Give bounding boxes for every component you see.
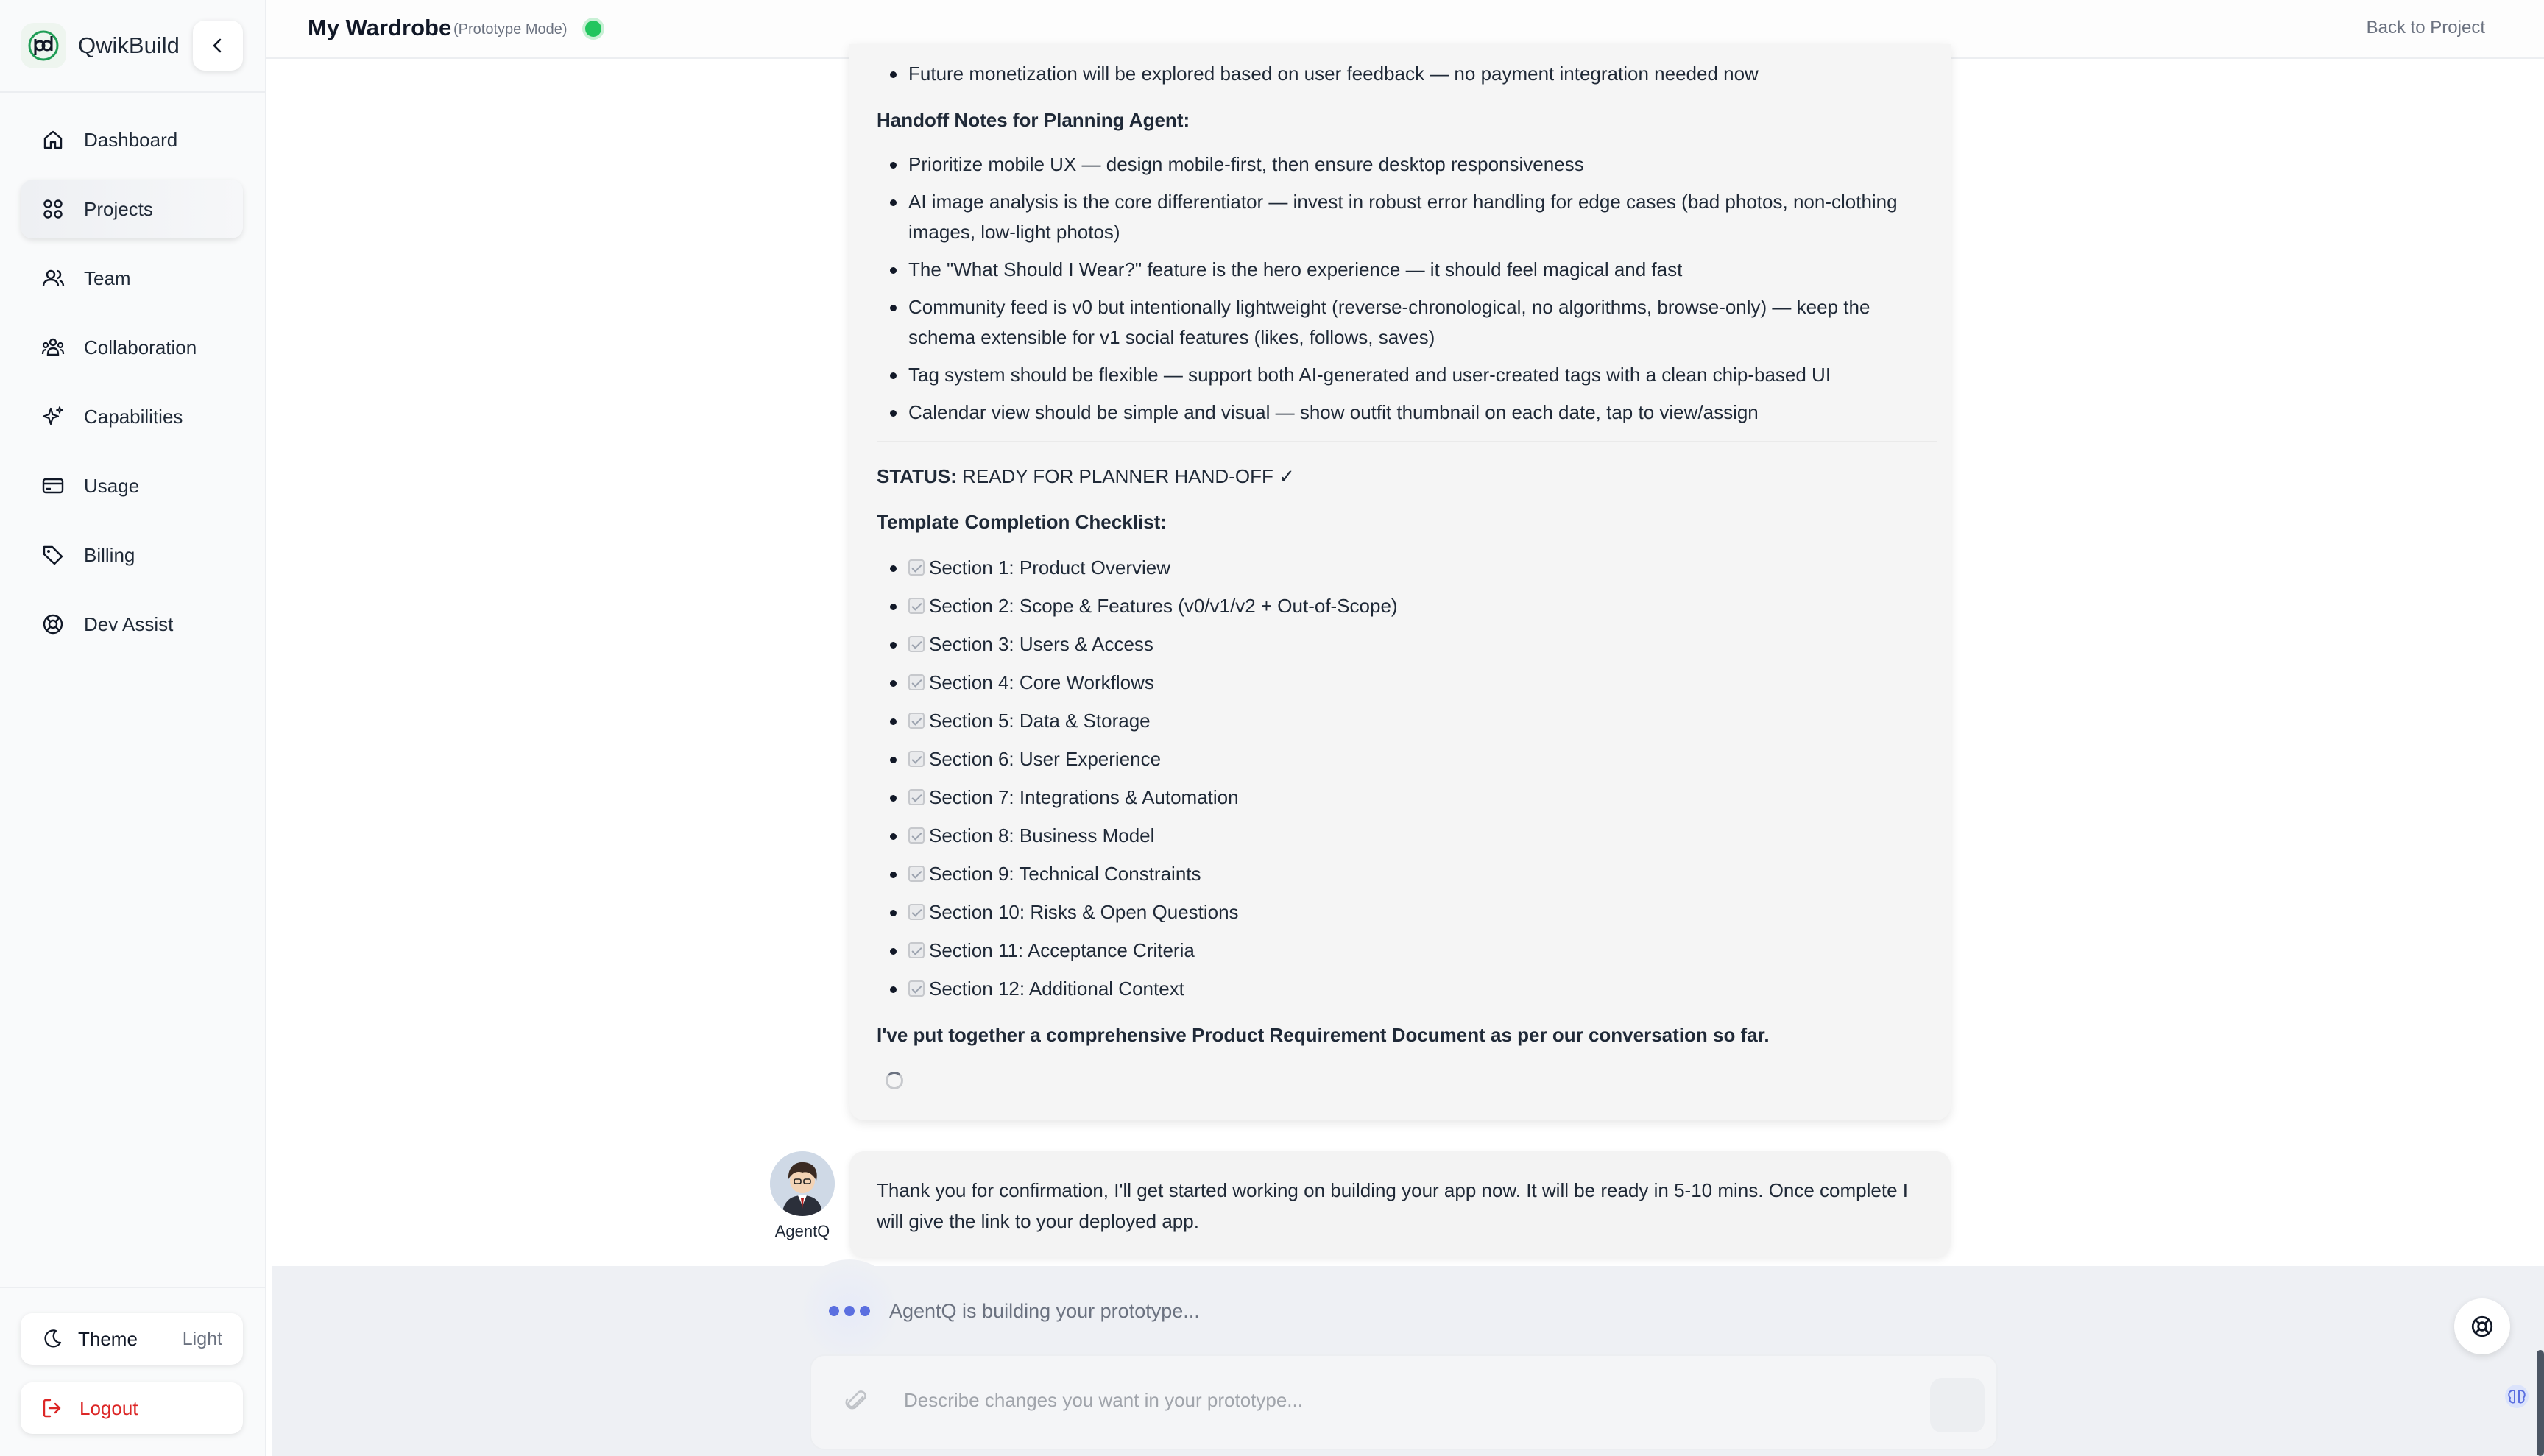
checklist-item <box>877 782 1937 813</box>
sidebar-item-team[interactable] <box>21 249 243 308</box>
collapse-sidebar-button[interactable] <box>193 21 243 71</box>
checkbox-checked <box>908 827 925 844</box>
checklist-item-label: Section 6: User Experience <box>929 748 1162 770</box>
sidebar-item-label: Dev Assist <box>84 612 174 635</box>
list-item: Community feed is v0 but intentionally lightweight (reverse-chronological, no algorithms, browse-only) — keep the schema extensible for v1 social features (likes, follows, saves) <box>877 292 1937 353</box>
moon-icon <box>41 1328 63 1350</box>
sidebar-item-usage[interactable] <box>21 456 243 515</box>
checkbox-checked <box>908 598 925 614</box>
checklist-item-label: Section 7: Integrations & Automation <box>929 786 1239 808</box>
checklist-item <box>877 821 1937 851</box>
sidebar-item-dev-assist[interactable] <box>21 595 243 654</box>
sidebar <box>0 0 266 1456</box>
sidebar-item-label: Dashboard <box>84 128 178 151</box>
checklist-item <box>877 553 1937 583</box>
agent-name: AgentQ <box>774 1222 830 1240</box>
sidebar-item-label: Usage <box>84 474 140 497</box>
checklist-item <box>877 936 1937 966</box>
checklist-item <box>877 974 1937 1004</box>
list-item: The "What Should I Wear?" feature is the hero experience — it should feel magical and fast <box>877 255 1937 285</box>
typing-indicator-icon <box>798 1259 901 1363</box>
page-title: My Wardrobe <box>308 15 452 40</box>
sidebar-item-collaboration[interactable] <box>21 318 243 377</box>
list-item: Tag system should be flexible — support both AI-generated and user-created tags with a clean chip-based UI <box>877 360 1937 390</box>
building-status <box>817 1279 1200 1343</box>
mode-label: (Prototype Mode) <box>453 21 568 38</box>
brand[interactable] <box>21 22 180 69</box>
handoff-heading: Handoff Notes for Planning Agent: <box>877 109 1190 131</box>
checklist-item-label: Section 11: Acceptance Criteria <box>929 939 1195 961</box>
checklist-item <box>877 706 1937 736</box>
checklist-item-label: Section 1: Product Overview <box>929 556 1171 579</box>
checklist-item <box>877 744 1937 774</box>
grid-icon <box>41 197 65 221</box>
sparkles-icon <box>41 405 65 428</box>
prd-summary: I've put together a comprehensive Product Requirement Document as per our conversation so far. <box>877 1024 1770 1046</box>
prototype-changes-input[interactable] <box>904 1381 1905 1419</box>
checkbox-checked <box>908 942 925 958</box>
list-item: Future monetization will be explored based on user feedback — no payment integration needed now <box>877 59 1937 89</box>
checkbox-checked <box>908 904 925 920</box>
sidebar-item-label: Team <box>84 266 131 289</box>
checklist-item-label: Section 4: Core Workflows <box>929 671 1154 693</box>
users-icon <box>41 266 65 290</box>
scrollbar-track[interactable] <box>2535 59 2544 1456</box>
home-icon <box>41 128 65 152</box>
ai-assistant-button[interactable] <box>2500 1379 2534 1413</box>
list-item: Prioritize mobile UX — design mobile-first, then ensure desktop responsiveness <box>877 149 1937 180</box>
logout-button[interactable] <box>21 1382 243 1434</box>
avatar <box>770 1151 835 1216</box>
theme-toggle[interactable] <box>21 1313 243 1365</box>
sidebar-nav <box>21 110 243 664</box>
theme-label: Theme <box>78 1327 138 1350</box>
checklist-item <box>877 668 1937 698</box>
agent-message: Thank you for confirmation, I'll get started working on building your app now. It will be ready in 5-10 mins. Once complete I will give the link to your deployed app. <box>849 1151 1951 1257</box>
checkbox-checked <box>908 559 925 576</box>
status-value: READY FOR PLANNER HAND-OFF ✓ <box>962 465 1295 487</box>
sidebar-item-label: Billing <box>84 543 135 566</box>
logout-icon <box>41 1397 63 1419</box>
list-item: AI image analysis is the core differentiator — invest in robust error handling for edge cases (bad photos, non-clothing images, low-light photos) <box>877 187 1937 247</box>
checkbox-checked <box>908 713 925 729</box>
sidebar-item-billing[interactable] <box>21 526 243 584</box>
message-composer <box>810 1354 1998 1450</box>
qwikbuild-logo-icon <box>21 23 66 68</box>
list-item: Calendar view should be simple and visual — show outfit thumbnail on each date, tap to view/assign <box>877 397 1937 428</box>
lifebuoy-icon <box>2470 1314 2495 1339</box>
checklist-item-label: Section 8: Business Model <box>929 824 1155 847</box>
checklist-heading: Template Completion Checklist: <box>877 511 1167 533</box>
checkbox-checked <box>908 674 925 690</box>
status-label: STATUS: <box>877 465 957 487</box>
checkbox-checked <box>908 980 925 997</box>
checklist-item-label: Section 12: Additional Context <box>929 978 1184 1000</box>
help-button[interactable] <box>2454 1298 2510 1354</box>
checkbox-checked <box>908 866 925 882</box>
sidebar-item-label: Collaboration <box>84 336 197 358</box>
checklist-item <box>877 591 1937 621</box>
divider <box>877 441 1937 442</box>
checklist-item-label: Section 10: Risks & Open Questions <box>929 901 1239 923</box>
sidebar-item-projects[interactable] <box>21 180 243 238</box>
checklist-item-label: Section 3: Users & Access <box>929 633 1153 655</box>
scrollbar-thumb[interactable] <box>2537 1350 2544 1456</box>
logout-label: Logout <box>80 1396 138 1419</box>
send-button[interactable] <box>1930 1378 1985 1432</box>
checklist-item-label: Section 9: Technical Constraints <box>929 863 1201 885</box>
prd-message-card <box>849 44 1951 1120</box>
building-status-text: AgentQ is building your prototype... <box>889 1299 1200 1322</box>
checklist-item-label: Section 2: Scope & Features (v0/v1/v2 + Out-of-Scope) <box>929 595 1398 617</box>
status-indicator <box>585 21 601 37</box>
app-name: QwikBuild <box>78 32 180 58</box>
checkbox-checked <box>908 636 925 652</box>
checklist-item-label: Section 5: Data & Storage <box>929 710 1151 732</box>
checklist-item <box>877 859 1937 889</box>
checkbox-checked <box>908 751 925 767</box>
checklist-item <box>877 629 1937 660</box>
sidebar-divider <box>0 1287 266 1288</box>
brain-icon <box>2503 1382 2531 1410</box>
card-icon <box>41 474 65 498</box>
tag-icon <box>41 543 65 567</box>
theme-value: Light <box>182 1328 222 1349</box>
paperclip-icon[interactable] <box>844 1387 870 1416</box>
status-line <box>877 462 1937 491</box>
sidebar-item-capabilities[interactable] <box>21 387 243 446</box>
sidebar-item-dashboard[interactable] <box>21 110 243 169</box>
sidebar-item-label: Projects <box>84 197 153 220</box>
back-to-project-link[interactable]: Back to Project <box>2366 18 2485 38</box>
group-icon <box>41 336 65 359</box>
agent-avatar-icon <box>770 1151 835 1216</box>
lifebuoy-icon <box>41 612 65 636</box>
sidebar-divider <box>0 91 266 93</box>
sidebar-item-label: Capabilities <box>84 405 183 428</box>
checklist-item <box>877 897 1937 927</box>
checkbox-checked <box>908 789 925 805</box>
chevron-left-icon <box>208 36 227 55</box>
loading-spinner-icon <box>886 1072 903 1089</box>
